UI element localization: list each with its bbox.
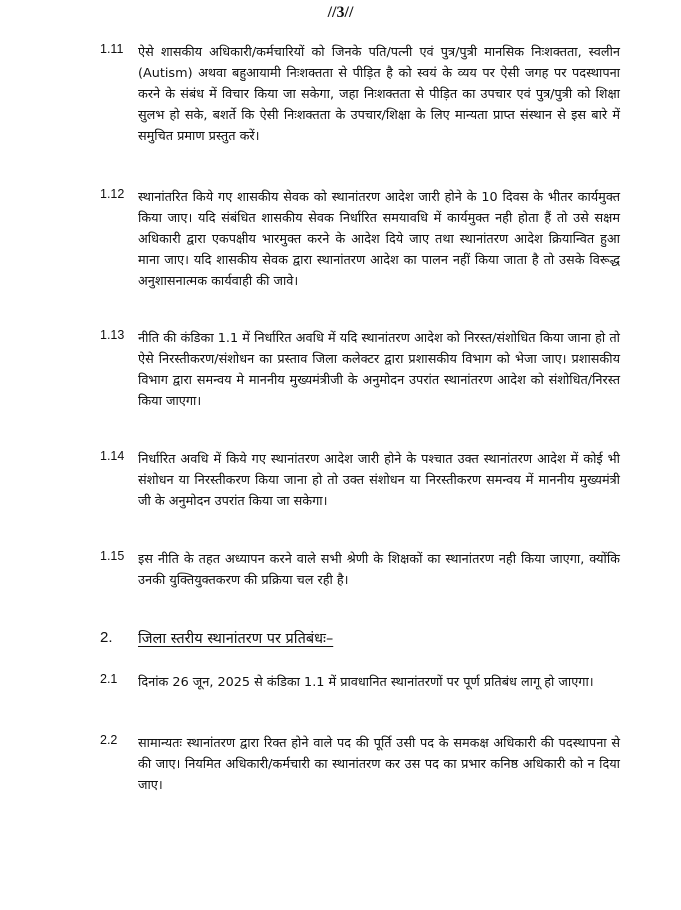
clause-1-14 [100, 449, 620, 512]
clause-1-13 [100, 328, 620, 412]
clause-text: सामान्यतः स्थानांतरण द्वारा रिक्त होने वाले पद की पूर्ति उसी पद के समकक्ष अधिकारी की पदस्थापना से की जाए। नियमित अधिकारी/कर्मचारी का स्थानांतरण कर उस पद का प्रभार कनिष्ठ अधिकारी को न दिया जाए। [138, 736, 620, 793]
clause-text: नीति की कंडिका 1.1 में निर्धारित अवधि में यदि स्थानांतरण आदेश को निरस्त/संशोधित किया जाना हो तो ऐसे निरस्तीकरण/संशोधन का प्रस्ताव जिला कलेक्टर द्वारा प्रशासकीय विभाग को भेजा जाए। प्रशासकीय विभाग द्वारा समन्वय मे माननीय मुख्यमंत्रीजी के अनुमोदन उपरांत स्थानांतरण आदेश को संशोधित/निरस्त किया जाएगा। [138, 331, 620, 409]
clause-text: निर्धारित अवधि में किये गए स्थानांतरण आदेश जारी होने के पश्चात उक्त स्थानांतरण आदेश में कोई भी संशोधन या निरस्तीकरण किया जाना हो तो उक्त संशोधन या निरस्तीकरण समन्वय में माननीय मुख्यमंत्री जी के अनुमोदन उपरांत किया जा सकेगा। [138, 452, 620, 509]
clause-text: दिनांक 26 जून, 2025 से कंडिका 1.1 में प्रावधानित स्थानांतरणों पर पूर्ण प्रतिबंध लागू हो जाएगा। [138, 675, 594, 690]
clause-number: 1.15 [100, 549, 125, 563]
clause-1-12 [100, 187, 620, 292]
section-title: जिला स्तरीय स्थानांतरण पर प्रतिबंधः– [138, 631, 334, 647]
clause-text: ऐसे शासकीय अधिकारी/कर्मचारियों को जिनके पति/पत्नी एवं पुत्र/पुत्री मानसिक निःशक्तता, स्वलीन (Autism) अथवा बहुआयामी निःशक्तता से पीड़ित है को स्वयं के व्यय पर ऐसी जगह पर पदस्थापना करने के संबंध में विचार किया जा सकेगा, जहा निःशक्तता से पीड़ित का उपचार एवं पुत्र/पुत्री को शिक्षा सुलभ हो सके, बशर्ते कि ऐसी निःशक्तता के उपचार/शिक्षा के लिए मान्यता प्राप्त संस्थान से इस बारे में समुचित प्रमाण प्रस्तुत करें। [138, 45, 620, 144]
section-number: 2. [100, 629, 113, 646]
clause-2-1 [100, 672, 620, 693]
clause-2-2 [100, 733, 620, 796]
clause-number: 2.1 [100, 672, 118, 686]
section-2-heading [100, 628, 620, 650]
clause-number: 1.13 [100, 328, 125, 342]
clause-number: 2.2 [100, 733, 118, 747]
clause-1-11 [100, 42, 620, 147]
clause-1-15 [100, 549, 620, 591]
clause-number: 1.11 [100, 42, 124, 56]
clause-number: 1.12 [100, 187, 125, 201]
clause-number: 1.14 [100, 449, 125, 463]
page-number: //3// [327, 4, 354, 21]
clause-text: इस नीति के तहत अध्यापन करने वाले सभी श्रेणी के शिक्षकों का स्थानांतरण नही किया जाएगा, क्योंकि उनकी युक्तियुक्तकरण की प्रक्रिया चल रही है। [138, 552, 620, 588]
clause-text: स्थानांतरित किये गए शासकीय सेवक को स्थानांतरण आदेश जारी होने के 10 दिवस के भीतर कार्यमुक्त किया जाए। यदि संबंधित शासकीय सेवक निर्धारित समयावधि में कार्यमुक्त नही होता हैं तो उसे सक्षम अधिकारी द्वारा एकपक्षीय भारमुक्त करने के आदेश दिये जाए तथा स्थानांतरण आदेश क्रियान्वित हुआ माना जाए। यदि शासकीय सेवक द्वारा स्थानांतरण आदेश का पालन नहीं किया जाता है तो उसके विरूद्ध अनुशासनात्मक कार्यवाही की जावे। [138, 190, 620, 289]
